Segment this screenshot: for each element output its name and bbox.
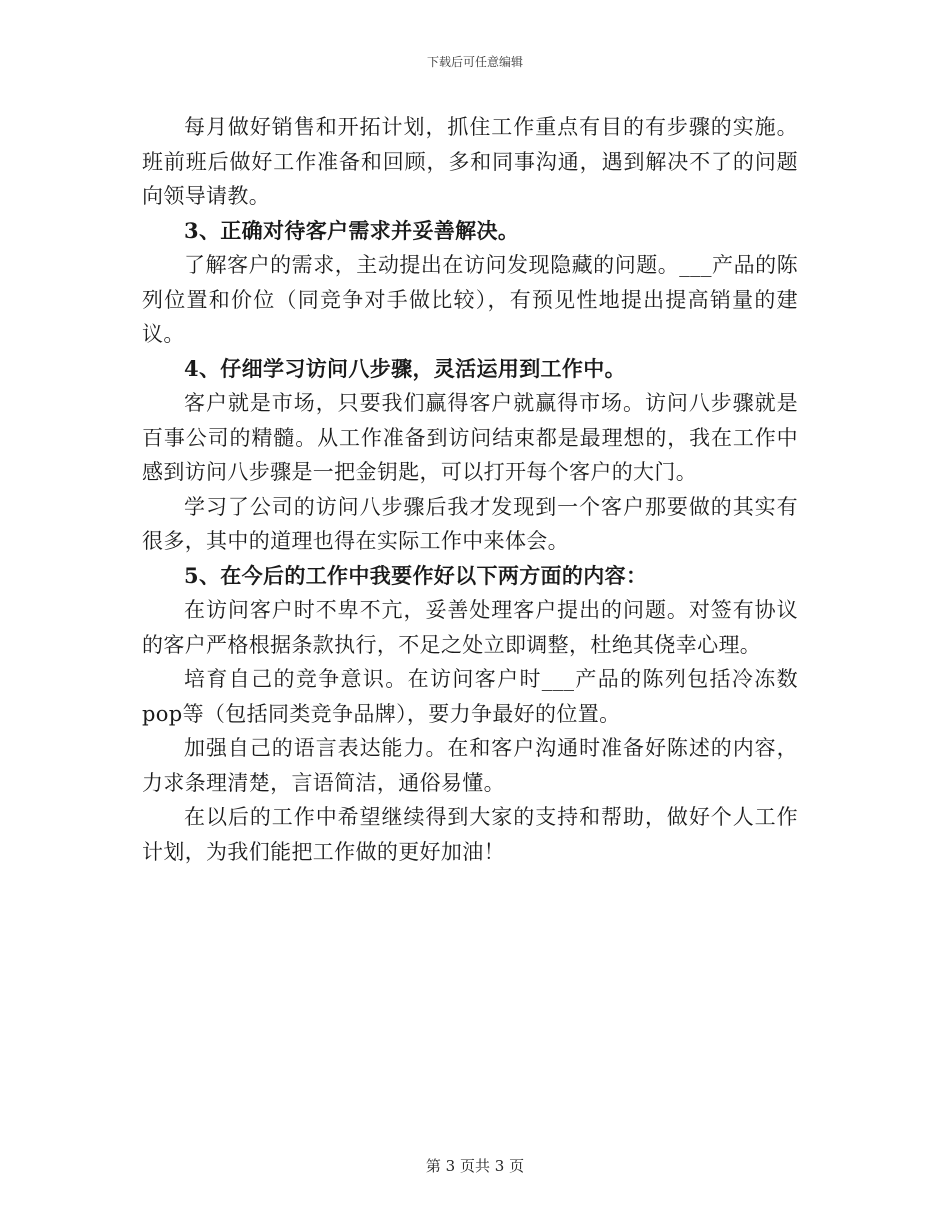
page-header: 下载后可任意编辑 <box>426 55 523 69</box>
paragraph: 每月做好销售和开拓计划，抓住工作重点有目的有步骤的实施。班前班后做好工作准备和回顾，多和同事沟通，遇到解决不了的问题向领导请教。 <box>142 115 798 208</box>
section-heading: 4、仔细学习访问八步骤，灵活运用到工作中。 <box>184 355 626 381</box>
paragraph: 培育自己的竞争意识。在访问客户时___产品的陈列包括冷冻数pop等（包括同类竞争品牌），要力争最好的位置。 <box>142 667 798 726</box>
paragraph: 学习了公司的访问八步骤后我才发现到一个客户那要做的其实有很多，其中的道理也得在实际工作中来体会。 <box>142 494 798 553</box>
page-footer: 第 3 页共 3 页 <box>425 1157 525 1175</box>
paragraph: 加强自己的语言表达能力。在和客户沟通时准备好陈述的内容，力求条理清楚，言语简洁，通俗易懂。 <box>142 736 798 795</box>
section-heading: 3、正确对待客户需求并妥善解决。 <box>184 217 520 243</box>
paragraph: 了解客户的需求，主动提出在访问发现隐藏的问题。___产品的陈列位置和价位（同竞争对手做比较），有预见性地提出提高销量的建议。 <box>142 253 798 346</box>
paragraph: 客户就是市场，只要我们赢得客户就赢得市场。访问八步骤就是百事公司的精髓。从工作准备到访问结束都是最理想的，我在工作中感到访问八步骤是一把金钥匙，可以打开每个客户的大门。 <box>142 391 798 484</box>
paragraph: 在访问客户时不卑不亢，妥善处理客户提出的问题。对签有协议的客户严格根据条款执行，不足之处立即调整，杜绝其侥幸心理。 <box>142 598 798 657</box>
paragraph: 在以后的工作中希望继续得到大家的支持和帮助，做好个人工作计划，为我们能把工作做的更好加油！ <box>142 805 798 864</box>
section-heading: 5、在今后的工作中我要作好以下两方面的内容： <box>184 562 648 588</box>
document-body <box>142 110 798 869</box>
